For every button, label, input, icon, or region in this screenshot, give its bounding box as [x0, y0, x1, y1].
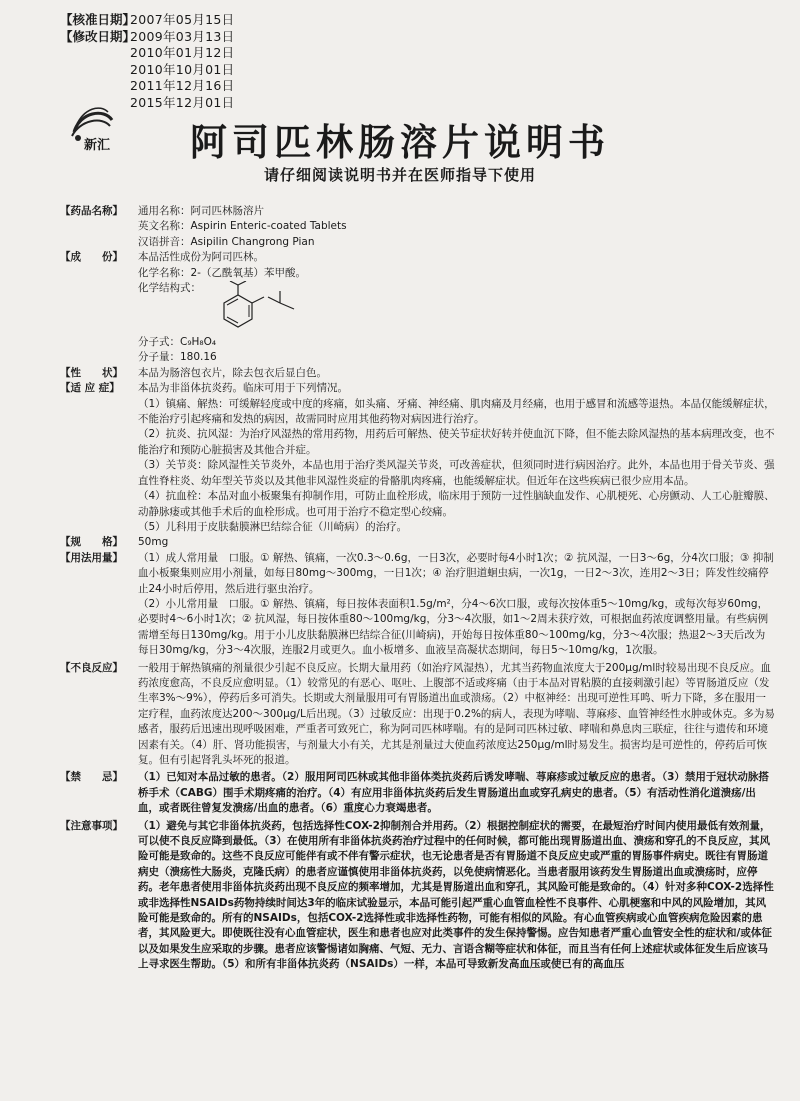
date-value: 2010年10月01日 [130, 61, 235, 77]
page-subtitle: 请仔细阅读说明书并在医师指导下使用 [263, 166, 536, 184]
composition-line: 本品活性成份为阿司匹林。 [138, 251, 264, 264]
drug-name-line: 汉语拼音：Asipilin Changrong Pian [138, 235, 315, 248]
section-specification [60, 535, 775, 550]
section-label: 【成 份】 [60, 251, 123, 264]
insert-content [60, 204, 775, 973]
section-body: （1）避免与其它非甾体抗炎药，包括选择性COX-2抑制剂合并用药。（2）根据控制症状的需要，在最短治疗时间内使用最低有效剂量，可以使不良反应降到最低。（3）在使用所有非甾体抗炎药治疗过程中的任何时候，都可能出现胃肠道出血、溃疡和穿孔的不良反应，其风险可能是致命的。这些不良反应可能伴有或不伴有警示症状，也无论患者是否有胃肠道不良反应史或严重的胃肠事件病史。既往有胃肠道病史（溃疡性大肠炎，克隆氏病）的患者应谨慎使用非甾体抗炎药，以免使病情恶化。当患者服用该药发生胃肠道出血或溃疡时，应停药。老年患者使用非甾体抗炎药出现不良反应的频率增加，尤其是胃肠道出血和穿孔，其风险可能是致命的。（4）针对多种COX-2选择性或非选择性NSAIDs药物持续时间达3年的临床试验显示，本品可能引起严重心血管血栓性不良事件、心肌梗塞和中风的风险增加，其风险可能是致命的。所有的NSAIDs，包括COX-2选择性或非选择性药物，可能有相似的风险。有心血管疾病或心血管疾病危险因素的患者，其风险更大。即使既往没有心血管症状，医生和患者也应对此类事件的发生保持警惕。应告知患者严重心血管安全性的症状和/或体征以及如果发生应采取的步骤。患者应该警惕诸如胸痛、气短、无力、言语含糊等症状和体征，而且当有任何上述症状或体征发生后应该马上寻求医生帮助。（5）和所有非甾体抗炎药（NSAIDs）一样，本品可导致新发高血压或使已有的高血压 [138, 819, 774, 971]
section-appearance [60, 366, 775, 381]
date-value: 2015年12月01日 [130, 94, 235, 110]
section-label: 【药品名称】 [60, 205, 123, 217]
date-label [60, 45, 130, 62]
date-value: 2009年03月13日 [130, 28, 235, 44]
molecular-weight: 分子量：180.16 [138, 351, 217, 364]
date-value: 2010年01月12日 [130, 45, 235, 60]
dates-block [60, 12, 234, 111]
indication-paragraph: （5）儿科用于皮肤黏膜淋巴结综合征（川崎病）的治疗。 [138, 520, 408, 533]
section-body [138, 250, 775, 366]
company-logo-text: 新汇 [84, 138, 111, 153]
section-body: 一般用于解热镇痛的剂量很少引起不良反应。长期大量用药（如治疗风湿热），尤其当药物血浓度大于200μg/ml时较易出现不良反应。血药浓度愈高，不良反应愈明显。（1）较常见的有恶心、呕吐、上腹部不适或疼痛（由于本品对胃粘膜的直接刺激引起）等胃肠道反应（发生率3%～9%），停药后多可消失。长期或大剂量服用可有胃肠道出血或溃疡。（2）中枢神经：出现可逆性耳鸣、听力下降，多在服用一定疗程，血药浓度达200～300μg/L后出现。（3）过敏反应：出现于0.2%的病人，表现为哮喘、荨麻疹、血管神经性水肿或休克。多为易感者，服药后迅速出现呼吸困难，严重者可致死亡，称为阿司匹林哮喘。有的是阿司匹林过敏、哮喘和鼻息肉三联症，往往与遗传和环境因素有关。（4）肝、肾功能损害，与剂量大小有关，尤其是剂量过大使血药浓度达250μg/ml时易发生。损害均是可逆性的，停药后可恢复。但有引起肾乳头坏死的报道。 [138, 661, 775, 766]
date-row [60, 29, 234, 46]
structure-label: 化学结构式： [138, 282, 201, 295]
composition-line: 化学名称：2-（乙酰氧基）苯甲酸。 [138, 266, 306, 279]
chemical-structure-icon [206, 281, 326, 335]
section-contraindications [60, 770, 775, 816]
indication-paragraph: （3）关节炎：除风湿性关节炎外，本品也用于治疗类风湿关节炎，可改善症状，但须同时进行病因治疗。此外，本品也用于骨关节炎、强直性脊柱炎、幼年型关节炎以及其他非风湿性炎症的骨骼肌肉疼痛，也能缓解症状。但近年在这些疾病已很少应用本品。 [138, 459, 775, 487]
indication-paragraph: （2）抗炎、抗风湿：为治疗风湿热的常用药物，用药后可解热、使关节症状好转并使血沉下降，但不能去除风湿热的基本病理改变，也不能治疗和预防心脏损害及其他合并症。 [138, 428, 775, 456]
section-body: 50mg [138, 536, 169, 549]
section-label: 【禁 忌】 [60, 771, 123, 784]
section-body: 本品为肠溶包衣片，除去包衣后显白色。 [138, 366, 327, 379]
section-label: 【用法用量】 [60, 551, 123, 564]
drug-name-line: 英文名称：Aspirin Enteric-coated Tablets [138, 220, 347, 233]
section-label: 【规 格】 [60, 536, 123, 549]
dosage-paragraph: （2）小儿常用量 口服。① 解热、镇痛，每日按体表面积1.5g/m²，分4～6次口服，或每次按体重5～10mg/kg，或每次每岁60mg，必要时4～6小时1次；② 抗风湿，每日按体重80～100mg/kg，分3～4次服，如1～2周未获疗效，可根据血药浓度调整用量。有些病例需增至每日130mg/kg。用于小儿皮肤黏膜淋巴结综合征(川崎病)，开始每日按体重80～100mg/kg，分3～4次服；热退2～3天后改为每日30mg/kg，分3～4次服，连服2月或更久。血小板增多、血液呈高凝状态期间，每日5～10mg/kg，1次服。 [138, 597, 769, 657]
dosage-paragraph: （1）成人常用量 口服。① 解热、镇痛，一次0.3～0.6g，一日3次，必要时每4小时1次；② 抗风湿，一日3～6g，分4次口服；③ 抑制血小板聚集则应用小剂量，如每日80mg～300mg，一日1次；④ 治疗胆道蛔虫病，一次1g，一日2～3次，连用2～3日；阵发性绞痛停止24小时后停用，然后进行驱虫治疗。 [138, 551, 774, 595]
section-composition [60, 250, 775, 366]
date-row [60, 12, 234, 29]
date-label: 【修改日期】 [60, 28, 136, 44]
molecular-formula: 分子式：C₉H₈O₄ [138, 336, 217, 349]
section-body: （1）已知对本品过敏的患者。（2）服用阿司匹林或其他非甾体类抗炎药后诱发哮喘、荨麻疹或过敏反应的患者。（3）禁用于冠状动脉搭桥手术（CABG）围手术期疼痛的治疗。（4）有应用非甾体抗炎药后发生胃肠道出血或穿孔病史的患者。（5）有活动性消化道溃疡/出血，或者既往曾复发溃疡/出血的患者。（6）重度心力衰竭患者。 [138, 771, 769, 815]
section-label: 【不良反应】 [60, 661, 123, 674]
indication-paragraph: 本品为非甾体抗炎药。临床可用于下列情况。 [138, 382, 348, 395]
page-title: 阿司匹林肠溶片说明书 [190, 120, 610, 164]
date-value: 2011年12月16日 [130, 78, 235, 93]
section-indications [60, 381, 775, 535]
section-label: 【适 应 症】 [60, 382, 120, 395]
section-dosage [60, 551, 775, 659]
date-label: 【核准日期】 [60, 12, 136, 27]
date-row [60, 45, 234, 62]
date-label [60, 78, 130, 95]
section-label: 【注意事项】 [60, 819, 123, 832]
section-body [138, 551, 775, 659]
indication-paragraph: （4）抗血栓：本品对血小板聚集有抑制作用，可防止血栓形成，临床用于预防一过性脑缺血发作、心肌梗死、心房颤动、人工心脏瓣膜、动静脉瘘或其他手术后的血栓形成。也可用于治疗不稳定型心绞痛。 [138, 490, 775, 518]
section-body [138, 204, 775, 250]
date-label [60, 62, 130, 79]
section-label: 【性 状】 [60, 366, 123, 379]
structure-row [138, 281, 775, 335]
section-precautions [60, 819, 775, 973]
section-adverse-reactions [60, 661, 775, 769]
section-body [138, 381, 775, 535]
section-drug-name [60, 204, 775, 250]
date-row [60, 78, 234, 95]
indication-paragraph: （1）镇痛、解热：可缓解轻度或中度的疼痛，如头痛、牙痛、神经痛、肌肉痛及月经痛，也用于感冒和流感等退热。本品仅能缓解症状，不能治疗引起疼痛和发热的病因，故需同时应用其他药物对病因进行治疗。 [138, 397, 775, 426]
date-row [60, 62, 234, 79]
drug-name-line: 通用名称：阿司匹林肠溶片 [138, 205, 264, 217]
date-value: 2007年05月15日 [130, 12, 235, 27]
